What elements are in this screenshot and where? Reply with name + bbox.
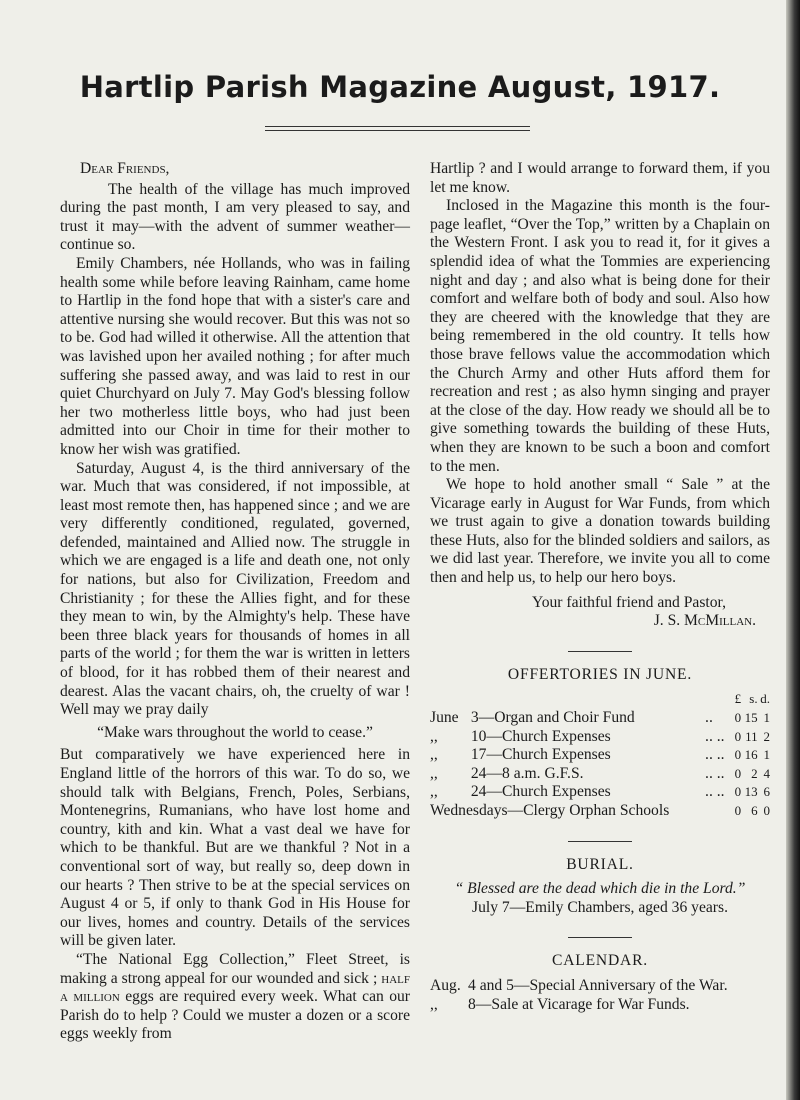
pence-unit: d.	[760, 691, 770, 707]
offertories-table	[430, 690, 770, 820]
salutation: Dear Friends,	[80, 160, 170, 177]
signature-line: Your faithful friend and Pastor,	[532, 593, 726, 611]
shillings: 15	[744, 710, 758, 726]
entry-label: 8 a.m. G.F.S.	[502, 764, 584, 782]
burial-verse: “ Blessed are the dead which die in the Lord.”	[454, 880, 746, 898]
calendar-text: 8—Sale at Vicarage for War Funds.	[468, 995, 690, 1013]
paragraph: But comparatively we have experienced here in England little of the horrors of this war. To do so, we should talk with Belgians, French, Poles, Serbians, Montenegrins, Rumanians, who have lost home and country, kith and kin. What a vast deal we have for which to be thankful. But are we thankful ? Not in a conventional sort of way, but really so, deep down in our hearts ? Then strive to be at the special services on August 4 or 5, if only to thank God in His House for our lives, homes and country. Details of the services will be given later.	[60, 746, 410, 950]
table-row	[430, 746, 770, 765]
left-column	[60, 160, 410, 1044]
month: ,,	[430, 783, 438, 801]
pounds: 0	[734, 728, 742, 744]
section-rule	[568, 651, 632, 652]
entry: 24—8 a.m. G.F.S.	[470, 764, 584, 782]
paragraph: Hartlip ? and I would arrange to forward them, if you let me know.	[430, 160, 770, 196]
signature-name: J. S. McMillan.	[653, 612, 756, 630]
pence: 0	[763, 803, 770, 818]
table-row	[430, 783, 770, 802]
paragraph: Saturday, August 4, is the third anniversary of the war. Much that was considered, if not impossible, at least most remote then, has happened since ; and we are very differently conditioned, regulated, governed, defended, maintained and Allied now. The struggle in which we are engaged is a life and death one, not only for nations, but also for Civilization, Freedom and Christianity ; for these the Allies fight, and for these they mean to win, by the Almighty's help. These have been three black years for thousands of homes in all parts of the world ; for them the war is written in letters of blood, for it has robbed them of their nearest and dearest. Alas the vacant chairs, oh, the cruelty of war ! Well may we pray daily	[60, 459, 410, 719]
right-column	[430, 160, 770, 1014]
leader-dots: .. ..	[705, 727, 725, 745]
shillings: 2	[751, 765, 758, 781]
calendar-key: ,,	[430, 995, 438, 1013]
pounds: 0	[734, 765, 742, 781]
shillings: 13	[744, 784, 758, 800]
small-caps-text: half a million	[60, 969, 410, 1006]
offertories-heading: OFFERTORIES IN JUNE.	[507, 665, 693, 683]
section-rule	[568, 937, 632, 938]
calendar-heading: CALENDAR.	[552, 952, 648, 970]
calendar-row	[430, 996, 770, 1015]
month: ,,	[430, 746, 438, 764]
month: ,,	[430, 727, 438, 745]
shillings: 16	[744, 747, 758, 763]
burial-heading: BURIAL.	[566, 855, 634, 873]
table-row	[430, 690, 770, 709]
burial-entry: July 7—Emily Chambers, aged 36 years.	[472, 898, 728, 916]
leader-dots: .. ..	[705, 746, 725, 764]
text-run: eggs are required every week. What can our Parish do to help ? Could we muster a dozen or a score eggs weekly from	[60, 988, 411, 1043]
pounds: 0	[734, 784, 742, 800]
pence: 4	[763, 765, 770, 781]
page-title: Hartlip Parish Magazine August, 1917.	[79, 70, 721, 104]
day: 24	[470, 783, 487, 801]
month: ,,	[430, 764, 438, 782]
table-row	[430, 802, 770, 821]
calendar-key: Aug.	[430, 976, 461, 994]
table-row	[430, 709, 770, 728]
paragraph	[60, 951, 410, 1044]
paragraph: Emily Chambers, née Hollands, who was in failing health some while before leaving Rainham, came home to Hartlip in the fond hope that with a sister's care and attentive nursing she would recover. But this was not so to be. God had willed it otherwise. All the attention that was lavished upon her availed nothing ; for after much suffering she passed away, and was laid to rest in our quiet Churchyard on July 7. May God's blessing follow her two motherless little boys, who had just been admitted into our Choir in time for their mother to know her wish was gratified.	[60, 254, 410, 458]
pounds: 0	[734, 710, 742, 726]
calendar-row	[430, 977, 770, 996]
entry-label: Church Expenses	[502, 727, 611, 745]
entry-label: Church Expenses	[502, 746, 611, 764]
prayer-quote: “Make wars throughout the world to cease.”	[97, 723, 373, 741]
leader-dots: .. ..	[705, 764, 725, 782]
paragraph: Inclosed in the Magazine this month is the four-page leaflet, “Over the Top,” written by a Chaplain on the Western Front. I ask you to read it, for it gives a splendid idea of what the Tommies are experiencing night and day ; and also what is being done for their comfort and welfare both of body and soul. Also how they are cheered with the knowledge that they are being remembered in the old country. It tells how those brave fellows value the accommodation which the Church Army and other Huts afford them for recreation and rest ; as also hymn singing and prayer at the close of the day. How ready we should all be to give something towards the building of these Huts, when they are known to be such a boon and comfort to the men.	[430, 197, 770, 475]
table-row	[430, 765, 770, 784]
entry: 17—Church Expenses	[470, 746, 611, 764]
day: 17	[470, 746, 487, 764]
shillings: 11	[745, 728, 758, 744]
leader-dots: .. ..	[705, 783, 725, 801]
pence: 1	[763, 747, 770, 763]
title-rule	[265, 126, 530, 131]
entry: 3—Organ and Choir Fund	[470, 709, 635, 727]
day: 3	[470, 709, 479, 727]
entry-label: Wednesdays—Clergy Orphan Schools	[430, 802, 670, 819]
entry-label: Organ and Choir Fund	[494, 709, 635, 727]
pence: 2	[763, 728, 770, 744]
text-run: “The National Egg Collection,” Fleet Street, is making a strong appeal for our wounded and sick ;	[60, 950, 410, 987]
pence: 6	[763, 784, 770, 800]
day: 10	[470, 727, 487, 745]
paragraph: The health of the village has much improved during the past month, I am very pleased to say, and trust it may—with the advent of summer weather—continue so.	[60, 180, 410, 254]
pence: 1	[763, 710, 770, 726]
month: June	[430, 709, 459, 727]
shillings: 6	[751, 803, 758, 818]
entry: 24—Church Expenses	[470, 783, 611, 801]
pounds-unit: £	[734, 691, 742, 707]
section-rule	[568, 841, 632, 842]
leader-dots: ..	[705, 709, 713, 727]
calendar-text: 4 and 5—Special Anniversary of the War.	[468, 976, 728, 994]
entry: 10—Church Expenses	[470, 727, 611, 745]
page-edge-shadow	[786, 0, 800, 1100]
paragraph: We hope to hold another small “ Sale ” at the Vicarage early in August for War Funds, from which we trust again to give a donation towards building these Huts, also for the blinded soldiers and sailors, as we did last year. Therefore, we invite you all to come then and help us, to help our hero boys.	[430, 476, 770, 587]
entry-label: Church Expenses	[502, 783, 611, 801]
pounds: 0	[734, 803, 742, 818]
shillings-unit: s.	[749, 691, 758, 707]
day: 24	[470, 764, 487, 782]
pounds: 0	[734, 747, 742, 763]
table-row	[430, 728, 770, 747]
